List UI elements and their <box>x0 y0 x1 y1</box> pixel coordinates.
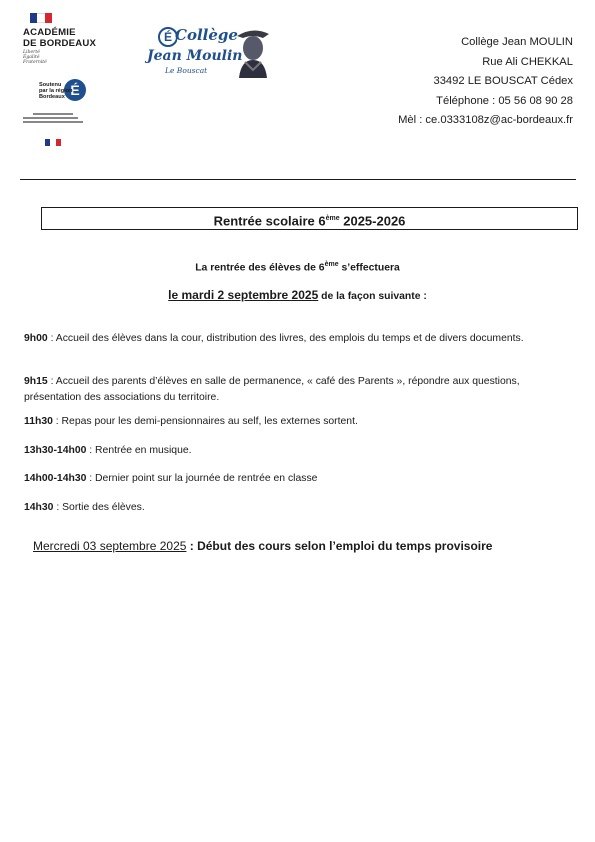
schedule-item: 9h00 : Accueil des élèves dans la cour, distribution des livres, des emplois du temps et de divers documents. <box>24 333 524 344</box>
region-logo-text: Soutenu par la région Bordeaux <box>39 82 73 101</box>
government-mark-icon <box>23 113 83 125</box>
header-divider <box>20 179 576 180</box>
college-logo-town: Le Bouscat <box>165 66 208 75</box>
college-logo-name: Jean Moulin <box>147 48 243 64</box>
rentree-date: le mardi 2 septembre 2025 <box>168 288 319 302</box>
schedule-item: 14h30 : Sortie des élèves. <box>24 502 145 513</box>
small-flag-icon <box>45 139 61 146</box>
course-start-date: Mercredi 03 septembre 2025 <box>33 539 187 553</box>
school-address: Collège Jean MOULIN Rue Ali CHEKKAL 33492 LE BOUSCAT Cédex Téléphone : 05 56 08 90 28 Mèl : ce.0333108z@ac-bordeaux.fr <box>398 36 573 127</box>
svg-text:É: É <box>70 82 80 98</box>
academie-logo-text: ACADÉMIE DE BORDEAUX <box>23 27 97 49</box>
intro-line: La rentrée des élèves de 6ème s’effectuera <box>195 261 400 274</box>
course-start-line: Mercredi 03 septembre 2025 : Début des cours selon l’emploi du temps provisoire <box>33 539 493 553</box>
document-title: Rentrée scolaire 6ème 2025-2026 <box>41 207 578 230</box>
schedule-item: 14h00-14h30 : Dernier point sur la journée de rentrée en classe <box>24 473 318 484</box>
college-e-logo-icon <box>151 26 177 48</box>
schedule-item: 9h15 : Accueil des parents d’élèves en salle de permanence, « café des Parents », répondre aux questions, présentation des associations du territoire. <box>24 376 520 403</box>
schedule-item: 11h30 : Repas pour les demi-pensionnaires au self, les externes sortent. <box>24 416 358 427</box>
academie-motto: Liberté Égalité Fraternité <box>23 50 47 66</box>
intro-date-line: le mardi 2 septembre 2025 de la façon suivante : <box>168 288 427 302</box>
college-logo-title: Collège <box>175 26 238 44</box>
jean-moulin-portrait-icon <box>233 22 273 78</box>
svg-text:É: É <box>163 30 173 44</box>
schedule-item: 13h30-14h00 : Rentrée en musique. <box>24 445 192 456</box>
french-flag-icon <box>30 13 52 23</box>
